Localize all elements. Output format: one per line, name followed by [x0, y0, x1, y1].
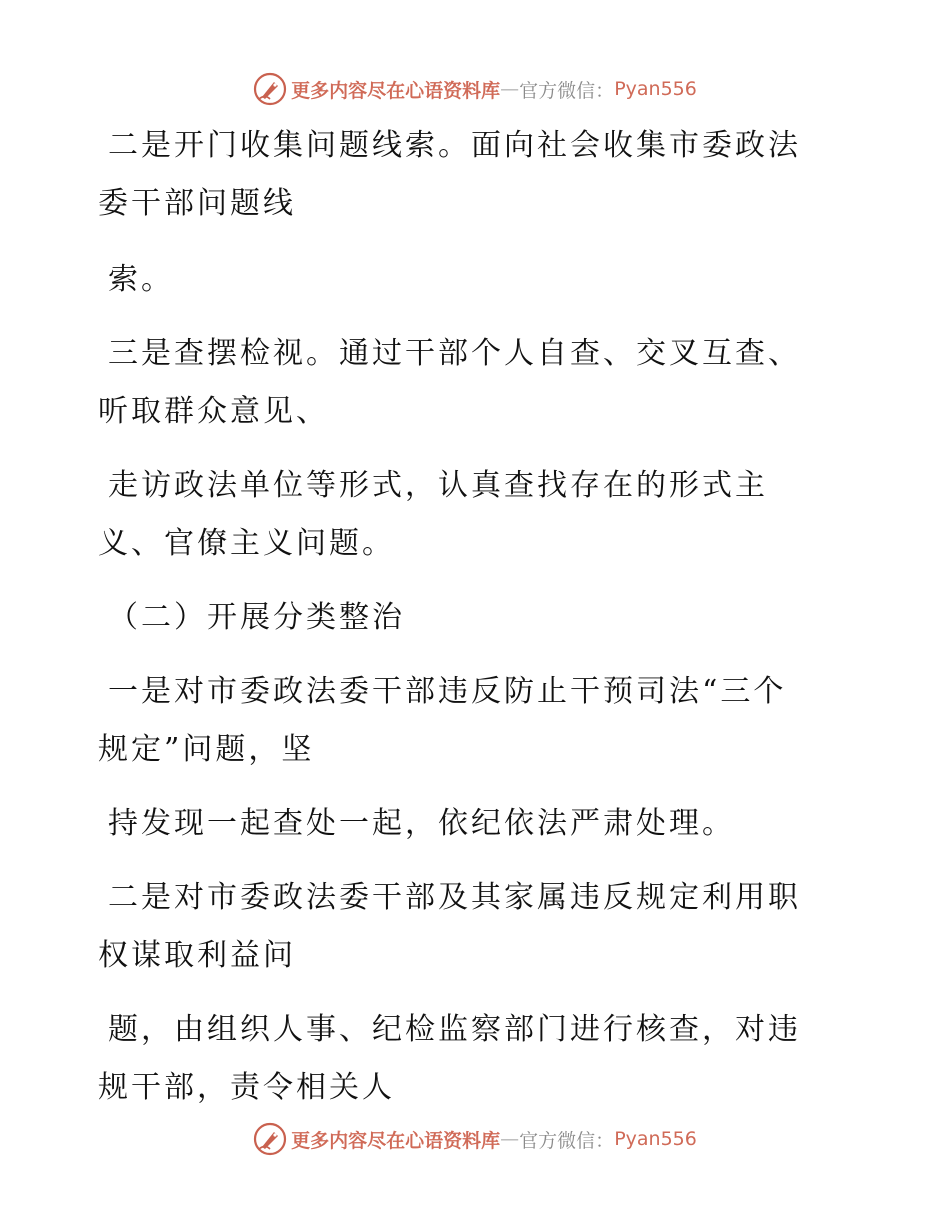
pen-nib-logo-icon [253, 72, 287, 106]
banner-main-text: 更多内容尽在心语资料库 [291, 1129, 501, 1152]
banner-main-text: 更多内容尽在心语资料库 [291, 79, 501, 102]
banner-separator: — [500, 78, 520, 100]
paragraph-line: 义、官僚主义问题。 [98, 526, 395, 561]
footer-banner [0, 1122, 950, 1156]
paragraph-line: 持发现一起查处一起，依纪依法严肃处理。 [108, 806, 735, 841]
banner-wechat-id: Pyan556 [614, 1128, 697, 1150]
pen-nib-logo-icon [253, 1122, 287, 1156]
banner-wechat-id: Pyan556 [614, 78, 697, 100]
paragraph-line: 规干部，责令相关人 [98, 1070, 395, 1105]
paragraph-line: 听取群众意见、 [98, 394, 329, 429]
section-heading: （二）开展分类整治 [108, 600, 405, 635]
paragraph-line: 一是对市委政法委干部违反防止干预司法“三个 [108, 674, 787, 709]
header-banner [0, 72, 950, 106]
paragraph-line: 委干部问题线 [98, 186, 296, 221]
paragraph-line: 走访政法单位等形式，认真查找存在的形式主 [108, 468, 768, 503]
banner-separator: — [500, 1128, 520, 1150]
paragraph-line: 权谋取利益问 [98, 938, 296, 973]
paragraph-line: 三是查摆检视。通过干部个人自查、交叉互查、 [108, 336, 801, 371]
paragraph-line: 二是开门收集问题线索。面向社会收集市委政法 [108, 128, 801, 163]
paragraph-line: 规定”问题，坚 [98, 732, 315, 767]
banner-wechat-label: 官方微信： [519, 79, 615, 102]
paragraph-line: 二是对市委政法委干部及其家属违反规定利用职 [108, 880, 801, 915]
paragraph-line: 索。 [108, 262, 174, 297]
banner-wechat-label: 官方微信： [519, 1129, 615, 1152]
paragraph-line: 题，由组织人事、纪检监察部门进行核查，对违 [108, 1012, 801, 1047]
